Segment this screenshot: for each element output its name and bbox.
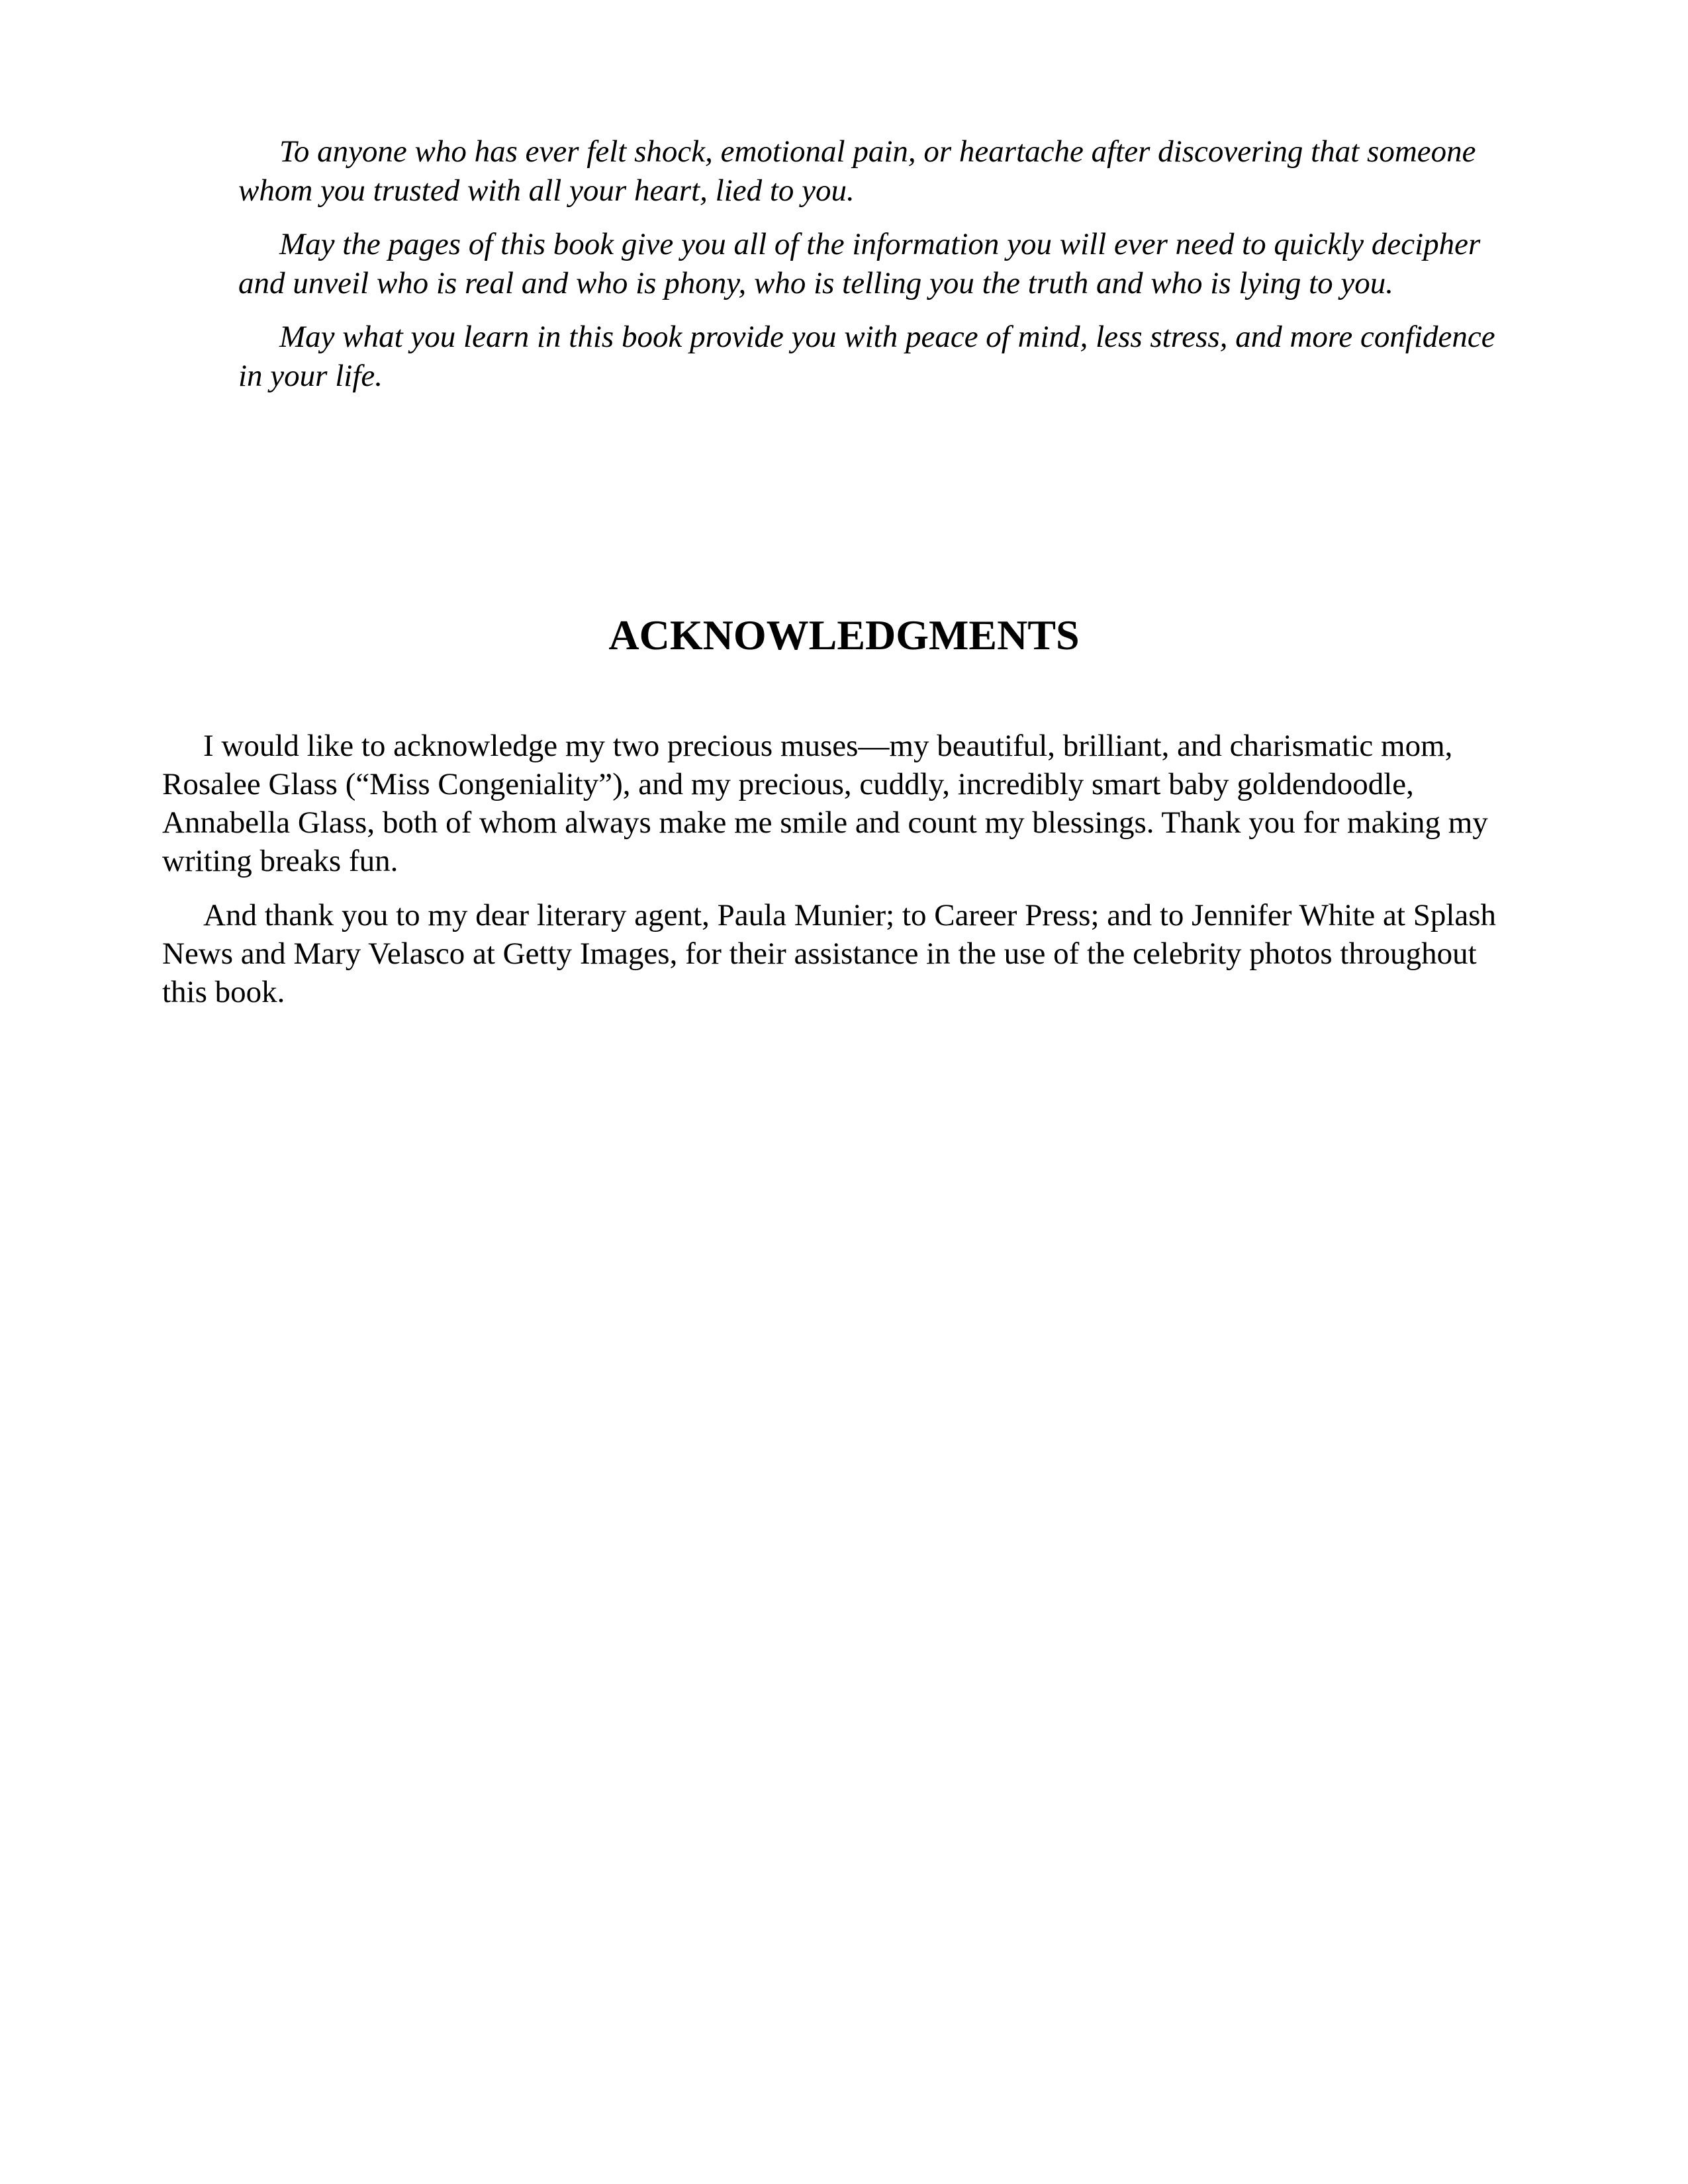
dedication-paragraph-1: To anyone who has ever felt shock, emotional pain, or heartache after discovering that someone whom you trusted with all your heart, lied to you. [238, 134, 1476, 208]
acknowledgments-paragraph-2: And thank you to my dear literary agent, Paula Munier; to Career Press; and to Jennifer White at Splash News and Mary Velasco at Getty Images, for their assistance in the use of the celebrity photos throughout this book. [162, 898, 1497, 1009]
dedication-paragraph-3: May what you learn in this book provide you with peace of mind, less stress, and more confidence in your life. [238, 320, 1495, 393]
acknowledgments-heading: ACKNOWLEDGMENTS [608, 612, 1080, 659]
acknowledgments-paragraph-1: I would like to acknowledge my two precious muses—my beautiful, brilliant, and charismatic mom, Rosalee Glass (“Miss Congeniality”), and my precious, cuddly, incredibly smart baby goldendoodle, Annabella Glass, both of whom always make me smile and count my blessings. Thank you for making my writing breaks fun. [162, 729, 1488, 878]
dedication-section [238, 132, 1496, 410]
dedication-paragraph-2: May the pages of this book give you all of the information you will ever need to quickly decipher and unveil who is real and who is phony, who is telling you the truth and who is lying to you. [238, 227, 1481, 300]
acknowledgments-body [162, 727, 1526, 1027]
